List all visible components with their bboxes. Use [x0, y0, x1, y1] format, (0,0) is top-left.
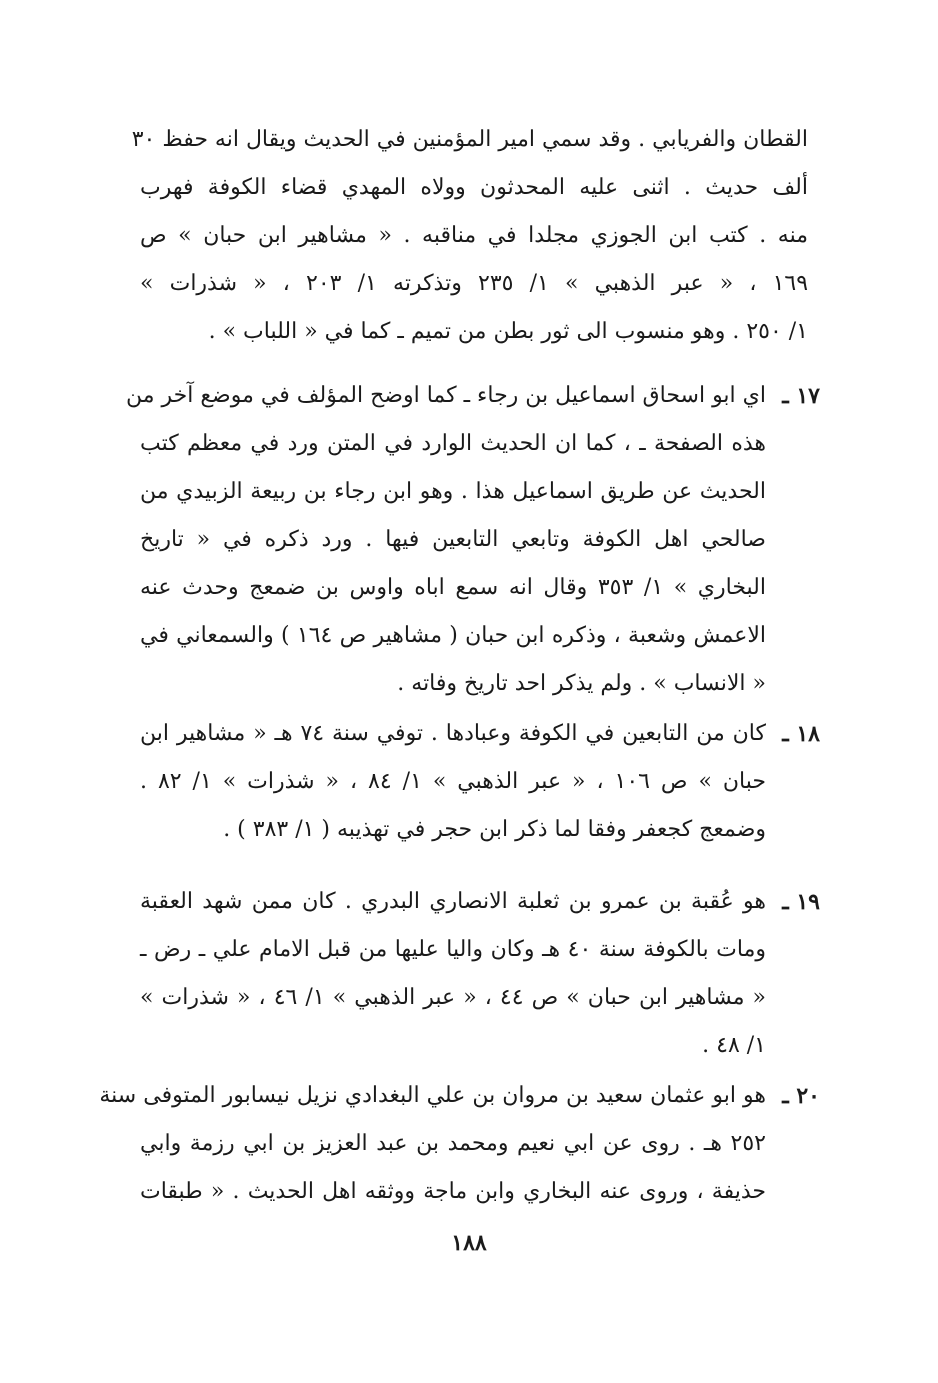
text-line: « الانساب » . ولم يذكر احد تاريخ وفاته . — [397, 671, 766, 696]
text-line: « مشاهير ابن حبان » ص ٤٤ ، « عبر الذهبي » ١/ ٤٦ ، « شذرات » — [140, 985, 767, 1010]
text-line: الحديث عن طريق اسماعيل هذا . وهو ابن رجاء بن ربيعة الزبيدي من — [140, 479, 766, 504]
text-line: هو عُقبة بن عمرو بن ثعلبة الانصاري البدري . كان ممن شهد العقبة — [140, 889, 766, 914]
text-line: منه . كتب ابن الجوزي مجلدا في مناقبه . « مشاهير ابن حبان » ص — [140, 223, 808, 248]
text-line: ١/ ٤٨ . — [702, 1033, 766, 1058]
footnote-17 — [125, 372, 820, 708]
footnote-20 — [99, 1072, 820, 1216]
text-line: حذيفة ، وروى عنه البخاري وابن ماجة ووثقه اهل الحديث . « طبقات — [140, 1179, 766, 1204]
text-line: صالحي اهل الكوفة وتابعي التابعين فيها . ورد ذكره في « تاريخ — [140, 527, 766, 552]
text-line: وضمعج كجعفر وفقا لما ذكر ابن حجر في تهذيبه ( ١/ ٣٨٣ ) . — [223, 817, 766, 842]
text-line: ألف حديث . اثنى عليه المحدثون وولاه المهدي قضاء الكوفة فهرب — [140, 175, 808, 200]
text-line: هذه الصفحة ـ ، كما ان الحديث الوارد في المتن ورد في معظم كتب — [140, 431, 766, 456]
text-line: ١/ ٢٥٠ . وهو منسوب الى ثور بطن من تميم ـ كما في « اللباب » . — [208, 319, 808, 344]
footnote-19 — [140, 878, 820, 1070]
footnote-body — [140, 878, 766, 1070]
text-line: البخاري » ١/ ٣٥٣ وقال انه سمع اباه واوس بن ضمعج وحدث عنه — [140, 575, 767, 600]
footnote-number: ٢٠ ـ — [782, 1083, 820, 1109]
intro-paragraph — [131, 116, 809, 356]
page-number: ١٨٨ — [451, 1230, 487, 1256]
footnote-number: ١٧ ـ — [782, 383, 820, 409]
text-line: الاعمش وشعبة ، وذكره ابن حبان ( مشاهير ص ١٦٤ ) والسمعاني في — [140, 623, 766, 648]
footnote-body — [140, 710, 766, 854]
footnote-body — [125, 372, 767, 708]
text-line: القطان والفريابي . وقد سمي امير المؤمنين في الحديث ويقال انه حفظ ٣٠ — [131, 127, 808, 152]
footnote-number: ١٩ ـ — [782, 889, 820, 915]
text-line: ٢٥٢ هـ . روى عن ابي نعيم ومحمد بن عبد العزيز بن ابي رزمة وابي — [140, 1131, 766, 1156]
text-line: كان من التابعين في الكوفة وعبادها . توفي سنة ٧٤ هـ « مشاهير ابن — [140, 721, 766, 746]
text-line: هو ابو عثمان سعيد بن مروان بن علي البغدادي نزيل نيسابور المتوفى سنة — [99, 1083, 766, 1108]
text-line: حبان » ص ١٠٦ ، « عبر الذهبي » ١/ ٨٤ ، « شذرات » ١/ ٨٢ . — [140, 769, 766, 794]
text-line: ١٦٩ ، « عبر الذهبي » ١/ ٢٣٥ وتذكرته ١/ ٢٠٣ ، « شذرات » — [140, 271, 809, 296]
text-line: ومات بالكوفة سنة ٤٠ هـ وكان واليا عليها من قبل الامام علي ـ رض ـ — [140, 937, 766, 962]
footnote-18 — [140, 710, 820, 854]
text-line: اي ابو اسحاق اسماعيل بن رجاء ـ كما اوضح المؤلف في موضع آخر من — [125, 383, 766, 408]
footnote-number: ١٨ ـ — [782, 721, 820, 747]
footnote-body — [99, 1072, 766, 1216]
